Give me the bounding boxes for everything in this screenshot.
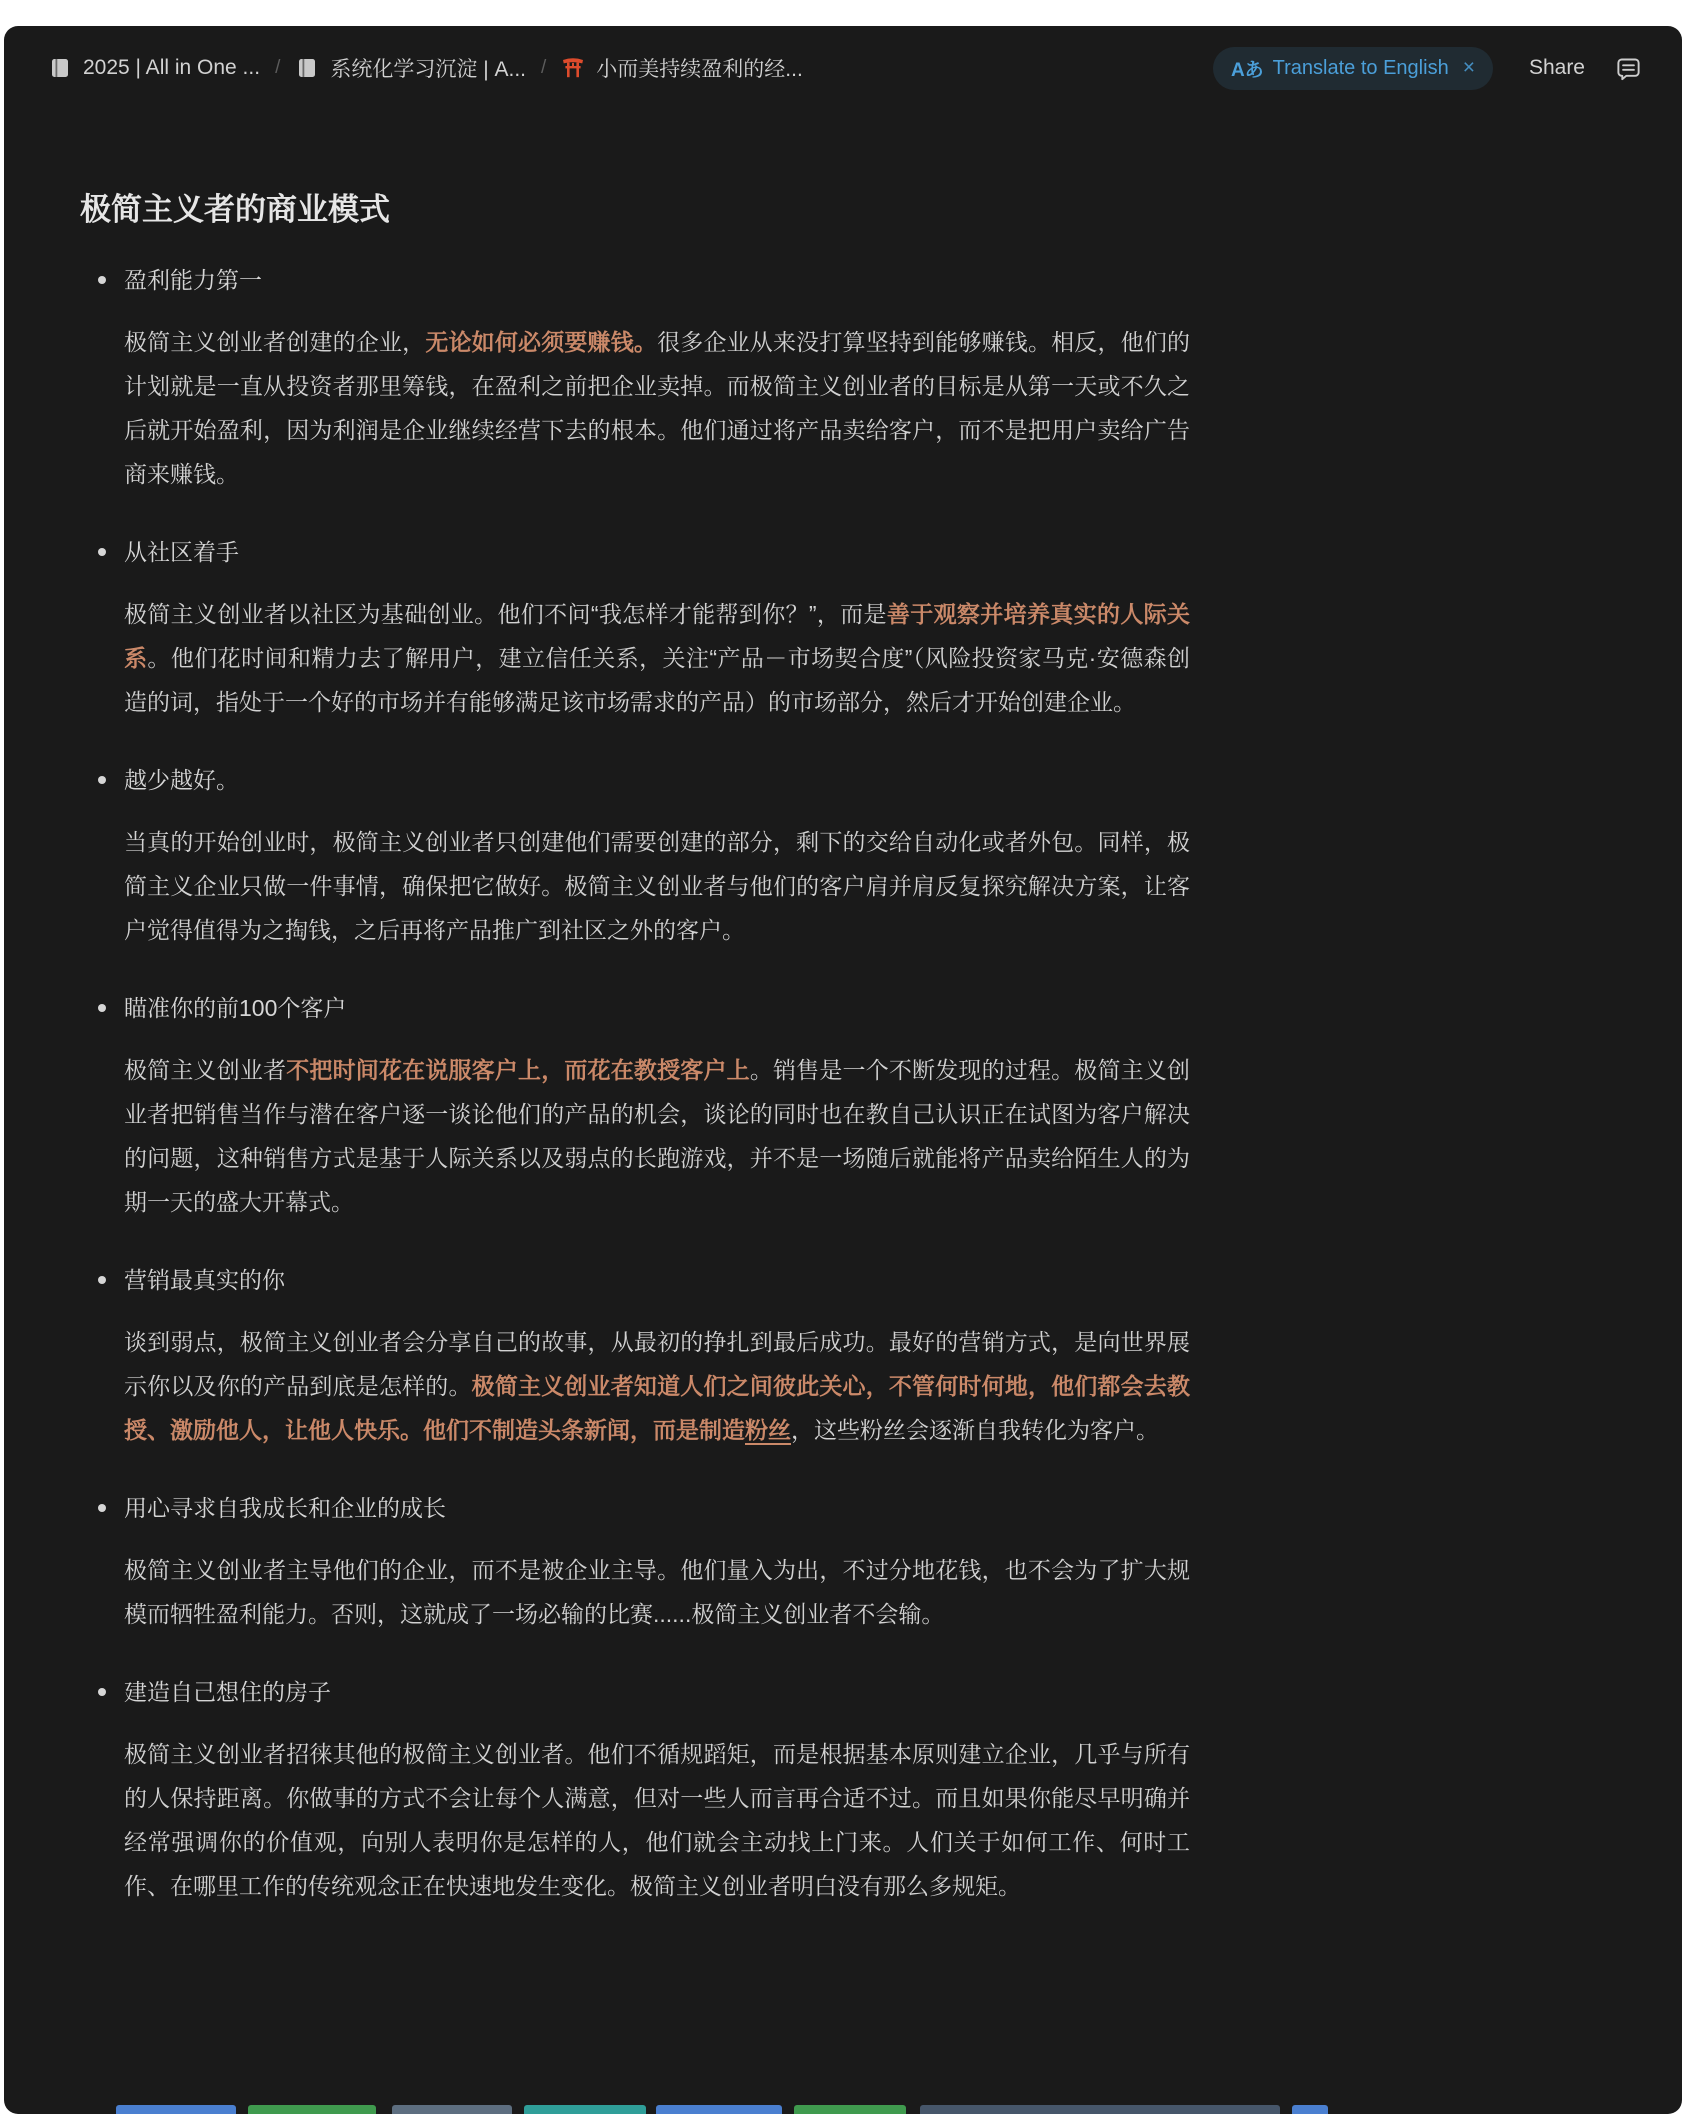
comment-icon[interactable] [1615,55,1642,82]
breadcrumb-separator: / [275,57,281,78]
page-title: 极简主义者的商业模式 [80,192,390,227]
torii-icon [561,56,585,80]
translate-icon: Aあ [1230,59,1264,81]
item-paragraph: 极简主义创业者以社区为基础创业。他们不问“我怎样才能帮到你？”，而是善于观察并培养真实的人际关系。他们花时间和精力去了解用户，建立信任关系，关注“产品－市场契合度”（风险投资家马克·安德森创造的词，指处于一个好的市场并有能够满足该市场需求的产品）的市场部分，然后才开始创建企业。 [124,601,1190,715]
item-heading-row [80,530,1190,574]
bullet-marker [80,986,124,1030]
list-item [80,986,1190,1224]
item-heading-row [80,1258,1190,1302]
item-heading: 用心寻求自我成长和企业的成长 [124,1495,446,1521]
bullet-marker [80,258,124,302]
share-button[interactable]: Share [1528,56,1585,79]
item-paragraph: 谈到弱点，极简主义创业者会分享自己的故事，从最初的挣扎到最后成功。最好的营销方式，是向世界展示你以及你的产品到底是怎样的。极简主义创业者知道人们之间彼此关心，不管何时何地，他们都会去教授、激励他人，让他人快乐。他们不制造头条新闻，而是制造粉丝，这些粉丝会逐渐自我转化为客户。 [124,1329,1191,1443]
item-heading: 从社区着手 [124,539,239,565]
item-heading: 瞄准你的前100个客户 [124,995,347,1021]
list-item [80,1670,1190,1908]
list-item [80,758,1190,952]
breadcrumb-item-page[interactable] [561,53,803,83]
translate-label: Translate to English [1272,56,1449,79]
list-item [80,530,1190,724]
topbar-actions [1213,47,1642,90]
topbar [4,26,1682,110]
item-heading: 盈利能力第一 [124,267,262,293]
item-paragraph: 极简主义创业者招徕其他的极简主义创业者。他们不循规蹈矩，而是根据基本原则建立企业，几乎与所有的人保持距离。你做事的方式不会让每个人满意，但对一些人而言再合适不过。而且如果你能尽早明确并经常强调你的价值观，向别人表明你是怎样的人，他们就会主动找上门来。人们关于如何工作、何时工作、在哪里工作的传统观念正在快速地发生变化。极简主义创业者明白没有那么多规矩。 [124,1741,1190,1899]
item-heading: 越少越好。 [124,767,239,793]
notion-window [4,26,1682,2114]
bullet-marker [80,1670,124,1714]
item-heading: 营销最真实的你 [124,1267,285,1293]
bullet-marker [80,1258,124,1302]
list-item [80,1258,1190,1452]
list-item [80,1486,1190,1636]
item-paragraph: 极简主义创业者创建的企业，无论如何必须要赚钱。很多企业从来没打算坚持到能够赚钱。相反，他们的计划就是一直从投资者那里筹钱，在盈利之前把企业卖掉。而极简主义创业者的目标是从第一天或不久之后就开始盈利，因为利润是企业继续经营下去的根本。他们通过将产品卖给客户，而不是把用户卖给广告商来赚钱。 [124,329,1191,487]
bullet-marker [80,758,124,802]
book-icon [295,56,319,80]
item-heading-row [80,258,1190,302]
bullet-list [80,258,1190,1908]
item-heading-row [80,1670,1190,1714]
translate-button[interactable] [1213,47,1493,90]
list-item [80,258,1190,496]
dock-sliver [4,2104,1682,2114]
book-icon [48,56,72,80]
item-heading-row [80,758,1190,802]
bullet-marker [80,1486,124,1530]
breadcrumb-label: 2025 | All in One ... [83,56,261,79]
breadcrumb-separator: / [541,57,547,78]
breadcrumb-item-workspace[interactable] [48,56,260,80]
breadcrumb-label: 系统化学习沉淀 | A... [330,58,526,81]
item-paragraph: 极简主义创业者不把时间花在说服客户上，而花在教授客户上。销售是一个不断发现的过程。极简主义创业者把销售当作与潜在客户逐一谈论他们的产品的机会，谈论的同时也在教自己认识正在试图为客户解决的问题，这种销售方式是基于人际关系以及弱点的长跑游戏，并不是一场随后就能将产品卖给陌生人的为期一天的盛大开幕式。 [124,1057,1191,1215]
breadcrumb-label: 小而美持续盈利的经... [596,58,803,81]
item-heading-row [80,1486,1190,1530]
document-body [4,110,1190,1908]
item-paragraph: 当真的开始创业时，极简主义创业者只创建他们需要创建的部分，剩下的交给自动化或者外包。同样，极简主义企业只做一件事情，确保把它做好。极简主义创业者与他们的客户肩并肩反复探究解决方案，让客户觉得值得为之掏钱，之后再将产品推广到社区之外的客户。 [124,829,1190,943]
translate-close-icon[interactable]: × [1462,56,1475,79]
breadcrumb [48,53,803,83]
breadcrumb-item-section[interactable] [295,53,526,83]
item-heading-row [80,986,1190,1030]
item-paragraph: 极简主义创业者主导他们的企业，而不是被企业主导。他们量入为出，不过分地花钱，也不会为了扩大规模而牺牲盈利能力。否则，这就成了一场必输的比赛......极简主义创业者不会输。 [124,1557,1190,1627]
bullet-marker [80,530,124,574]
item-heading: 建造自己想住的房子 [124,1679,331,1705]
